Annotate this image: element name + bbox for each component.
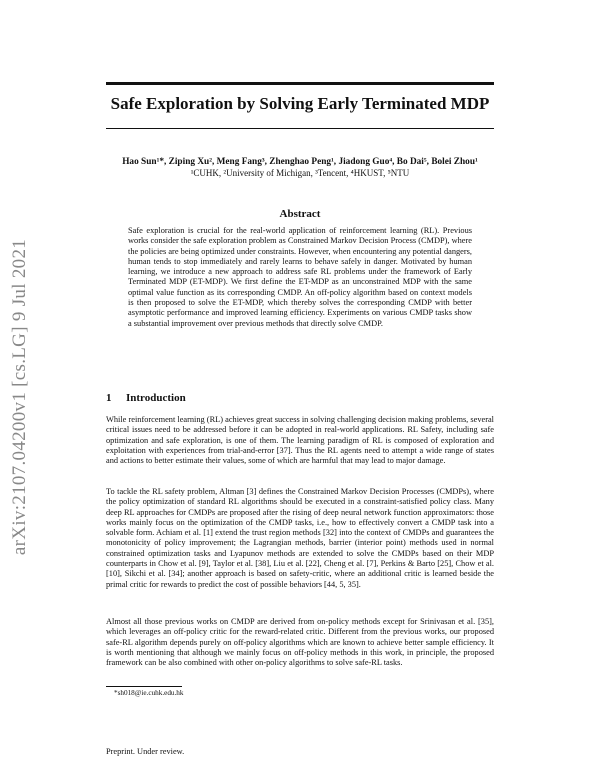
paper-title: Safe Exploration by Solving Early Terminated MDP [110, 94, 490, 113]
section-heading [106, 392, 186, 405]
preprint-note: Preprint. Under review. [106, 747, 185, 756]
footnote-email: *sh018@ie.cuhk.edu.hk [114, 689, 184, 697]
arxiv-stamp [5, 219, 35, 574]
affiliations: ¹CUHK, ²University of Michigan, ³Tencent, ⁴HKUST, ⁵NTU [190, 168, 410, 178]
section-title: Introduction [126, 392, 186, 404]
section-number: 1 [106, 392, 112, 404]
arxiv-stamp-text: arXiv:2107.04200v1 [cs.LG] 9 Jul 2021 [9, 238, 30, 555]
author-list: Hao Sun¹*, Ziping Xu², Meng Fang³, Zhenghao Peng¹, Jiadong Guo⁴, Bo Dai⁵, Bolei Zhou¹ [122, 157, 478, 167]
abstract-text: Safe exploration is crucial for the real-world application of reinforcement learning (RL). Previous works consider the safe exploration problem as Constrained Markov Decision Process (CMDP), where the policies are being optimized under constraints. However, when encountering any potential dangers, human tends to stop immediately and rarely learns to behave safely in danger. Motivated by human learning, we introduce a new approach to address safe RL problems under the framework of Early Terminated MDP (ET-MDP). We first define the ET-MDP as an unconstrained MDP with the same optimal value function as its corresponding CMDP. An off-policy algorithm based on context models is then proposed to solve the ET-MDP, which thereby solves the corresponding CMDP with better asymptotic performance and improved learning efficiency. Experiments on various CMDP tasks show a substantial improvement over previous methods that directly solve CMDP. [128, 226, 472, 328]
intro-paragraph-3: Almost all those previous works on CMDP are derived from on-policy methods except for Srinivasan et al. [35], which leverages an off-policy critic for the reward-related critic. Different from the previous works, our proposed safe-RL algorithm depends purely on off-policy algorithms which are known to achieve better sample efficiency. It is worth mentioning that although we mainly focus on off-policy methods in this work, in principle, the proposed framework can be also combined with other on-policy algorithms to solve safe-RL tasks. [106, 617, 494, 668]
footnote-rule [106, 686, 182, 687]
abstract-heading: Abstract [279, 208, 321, 220]
title-rule-bottom [106, 128, 494, 129]
intro-paragraph-1: While reinforcement learning (RL) achieves great success in solving challenging decision making problems, several critical issues need to be addressed before it can be adopted in real-world applications. RL Safety, including safe optimization and safe exploration, is one of them. The learning paradigm of RL is composed of exploration and exploitation with experiences from trial-and-error [37]. Thus the RL agents need to attempt a wide range of states and actions to better estimate their values, some of which are harmful that may lead to major damage. [106, 415, 494, 466]
intro-paragraph-2: To tackle the RL safety problem, Altman [3] defines the Constrained Markov Decision Processes (CMDPs), where the policy optimization of standard RL algorithms should be executed in a constraint-satisfied policy class. Many deep RL approaches for CMDPs are proposed after the rising of deep neural network function approximators: those works mainly focus on the optimization of the CMDP tasks, i.e., how to effectively convert a CMDP task into a solvable form. Achiam et al. [1] extend the trust region methods [32] into the context of CMDPs and guarantees the monotonicity of policy improvement; the Lagrangian methods, barrier (interior point) methods used in normal constrained optimization tasks and Lyapunov methods are extended to solve the CMDPs based on their MDP counterparts in Chow et al. [9], Taylor et al. [38], Liu et al. [22], Cheng et al. [7], Perkins & Barto [25], Chow et al. [10], Sikchi et al. [34]; another approach is based on safety-critic, where an additional critic is learned beside the primal critic for rewards to predict the cost of possible behaviors [44, 5, 35]. [106, 487, 494, 589]
title-rule-top [106, 82, 494, 85]
